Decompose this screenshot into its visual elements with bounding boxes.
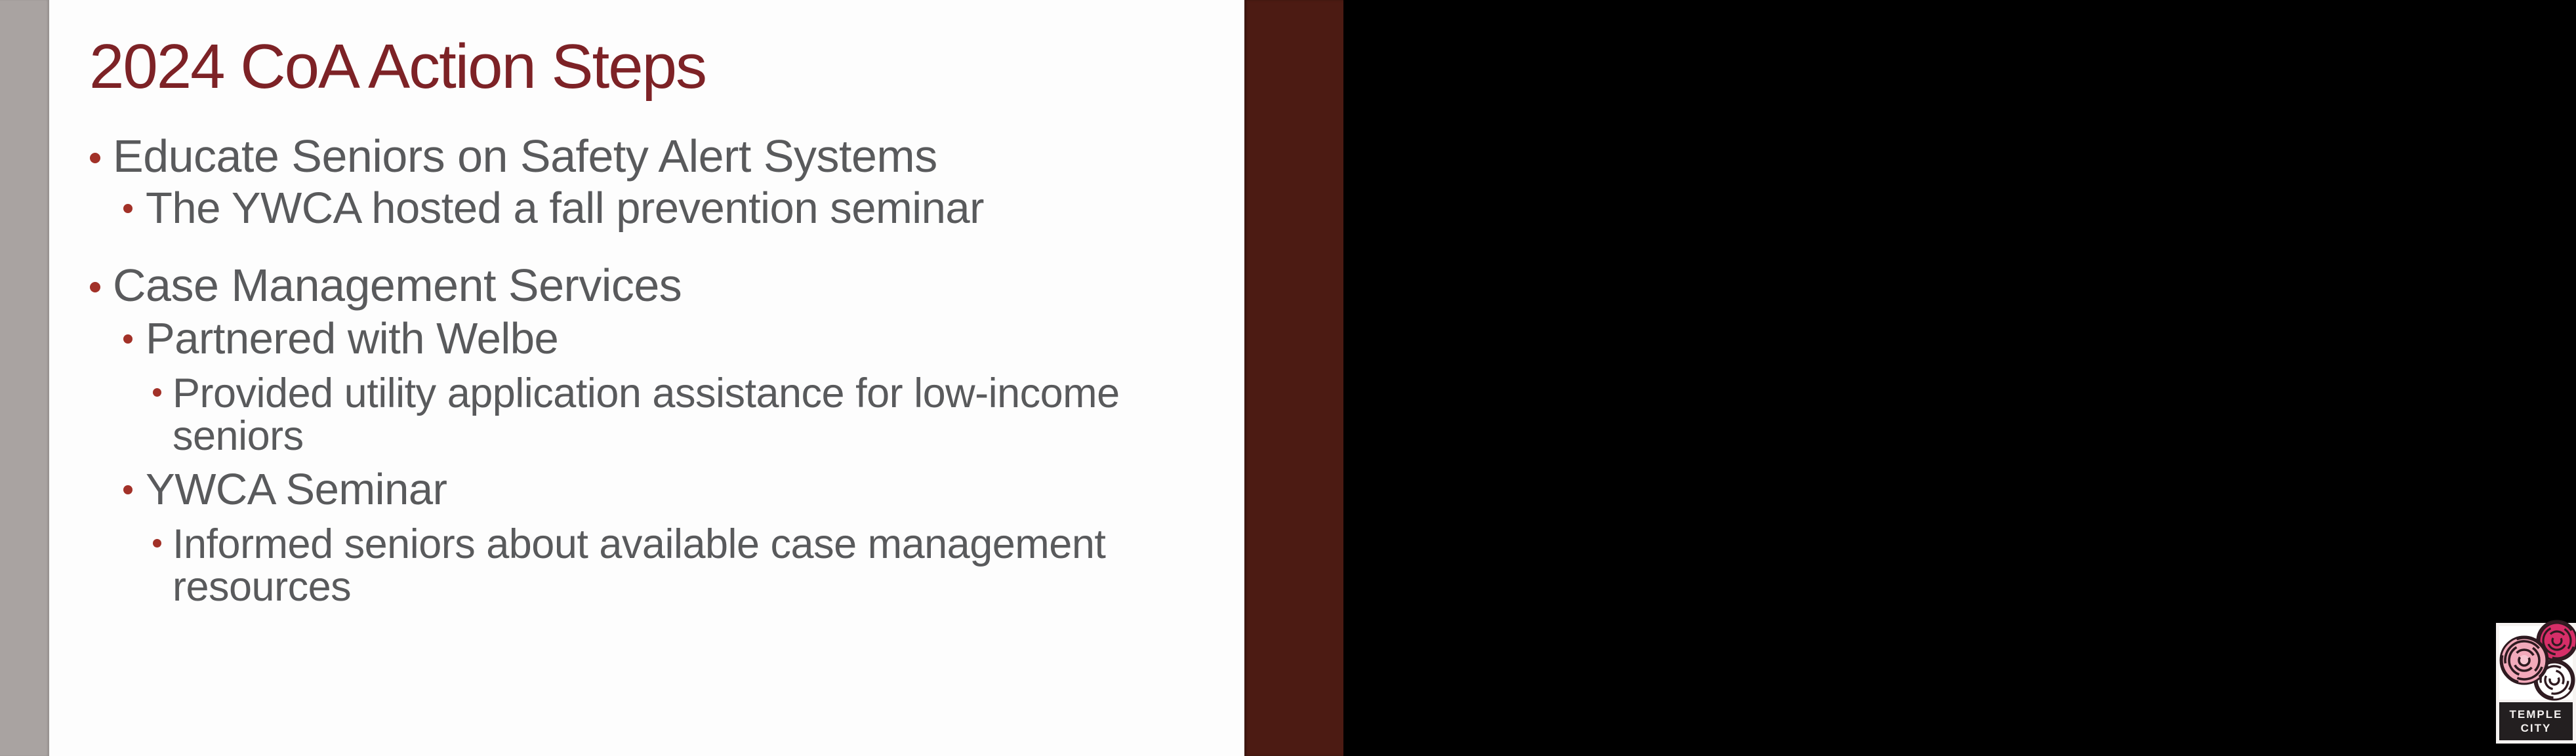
bullet-text-line: seniors	[173, 413, 304, 459]
bullet-item-level2	[123, 184, 984, 233]
bullet-dot-icon	[123, 485, 133, 494]
slide-title: 2024 CoA Action Steps	[89, 31, 706, 102]
bullet-item-level3	[153, 523, 1105, 608]
bullet-text-line: Informed seniors about available case management	[173, 521, 1106, 567]
temple-city-logo	[2496, 623, 2576, 744]
bullet-item-level1	[90, 130, 937, 182]
bullet-dot-icon	[123, 334, 133, 344]
bullet-text: YWCA Seminar	[146, 465, 447, 514]
bullet-text-line: Provided utility application assistance for low-income	[173, 370, 1120, 416]
right-maroon-strip	[1244, 0, 2563, 756]
bullet-dot-icon	[90, 153, 100, 163]
bullet-item-level2	[123, 465, 447, 514]
logo-text-line2: CITY	[2520, 722, 2552, 734]
bullet-item-level3	[153, 372, 1120, 458]
bullet-item-level2	[123, 314, 559, 363]
logo-text-line1: TEMPLE	[2509, 708, 2563, 721]
bullet-dot-icon	[153, 539, 161, 547]
bullet-text: The YWCA hosted a fall prevention seminar	[146, 184, 984, 233]
bullet-dot-icon	[90, 282, 100, 292]
left-gray-strip	[0, 0, 49, 756]
bullet-text: Educate Seniors on Safety Alert Systems	[113, 130, 937, 182]
logo-wordmark	[2499, 702, 2573, 740]
bullet-text	[173, 523, 1105, 608]
bullet-dot-icon	[153, 388, 161, 397]
bullet-text-line: resources	[173, 564, 352, 610]
bullet-text: Partnered with Welbe	[146, 314, 559, 363]
bullet-text: Case Management Services	[113, 260, 682, 311]
bullet-item-level1	[90, 260, 682, 311]
camellia-flowers-icon	[2499, 626, 2573, 700]
bullet-dot-icon	[123, 204, 133, 213]
bullet-text	[173, 372, 1120, 458]
